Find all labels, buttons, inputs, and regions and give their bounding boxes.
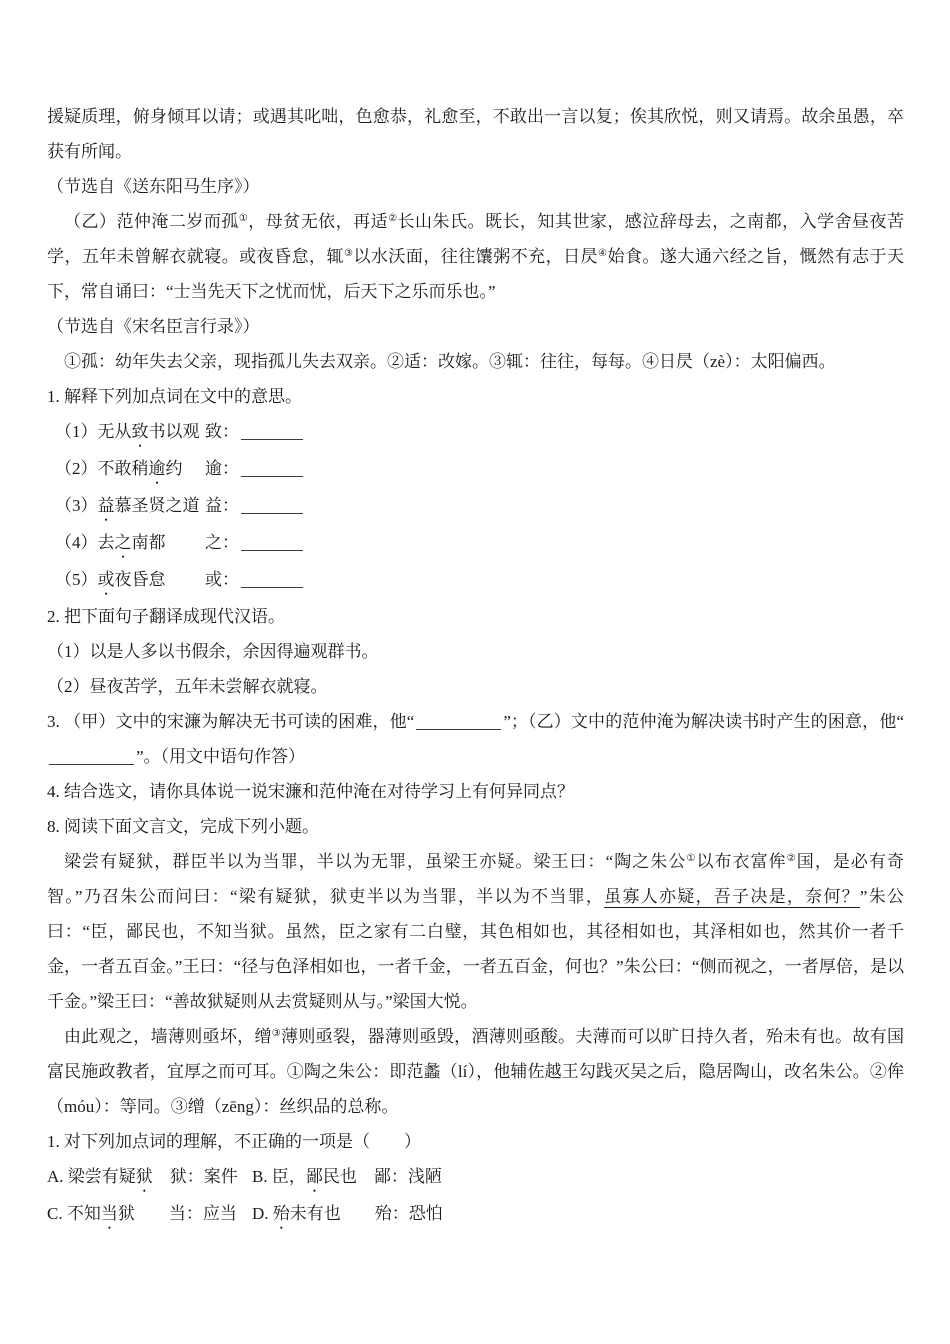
q1-item-3-phrase [55, 488, 205, 525]
text-run: （4）去 [55, 533, 115, 552]
text-run: 1. 解释下列加点词在文中的意思。 [47, 387, 302, 406]
emphasized-word: 之 [114, 533, 132, 552]
q1-item-5-phrase [55, 562, 205, 599]
footnote-marker: ① [686, 853, 697, 864]
emphasized-word: 或 [97, 570, 115, 589]
text-run: 薄则亟裂，器薄则亟毁，酒薄则亟酸。夫薄而可以旷日持久者，殆未有也。故有国富民施政教者，宜厚之而可耳。①陶之朱公：即范蠡（lí），他辅佐越王勾践灭吴之后，隐居陶山，改名朱公。②侔（móu）：等同。③缯（zēng）：丝织品的总称。 [47, 1027, 905, 1116]
text-run: D. [252, 1204, 273, 1223]
text-run: 南都 [131, 533, 166, 552]
text-run: ”。（用文中语句作答） [136, 747, 306, 766]
q1-item-5 [47, 562, 904, 599]
text-run: 狱：案件 [152, 1167, 238, 1186]
text-run: （5） [55, 570, 98, 589]
text-run: （2）昼夜苦学，五年未尝解衣就寝。 [47, 677, 328, 696]
q1-item-2 [47, 451, 904, 488]
text-run: 4. 结合选文，请你具体说一说宋濂和范仲淹在对待学习上有何异同点？ [47, 782, 574, 801]
text-run: 3. （甲）文中的宋濂为解决无书可读的困难，他“ [47, 712, 415, 731]
text-run: （乙）范仲淹二岁而孤 [64, 212, 239, 231]
text-run: 以布衣富侔 [696, 852, 787, 871]
text-run: 益： [205, 496, 239, 515]
emphasized-word: 狱 [135, 1167, 153, 1186]
footnote-marker: ② [388, 213, 398, 224]
text-run: 1. 对下列加点词的理解，不正确的一项是（ ） [47, 1132, 421, 1151]
answer-blank [241, 498, 303, 514]
q1-item-1 [47, 414, 904, 451]
answer-blank [416, 714, 501, 730]
q1-item-1-gloss [205, 414, 305, 449]
q2-item-2 [47, 669, 904, 704]
q1-item-2-gloss [205, 451, 305, 486]
emphasized-word: 当 [100, 1204, 118, 1223]
text-run: 未有也 殆：恐怕 [289, 1204, 443, 1223]
text-run: 国，是必有奇智。”乃召朱公而问曰：“梁有疑狱，狱吏半以为当罪，半以为不当罪， [47, 852, 905, 906]
answer-blank [49, 749, 134, 765]
text-run: 援疑质理，俯身倾耳以请；或遇其叱咄，色愈恭，礼愈至，不敢出一言以复；俟其欣悦，则又请焉。故余虽愚，卒获有所闻。 [47, 107, 904, 161]
text-run: 狱 当：应当 [117, 1204, 237, 1223]
text-run: （3） [55, 496, 98, 515]
emphasized-word: 逾 [148, 459, 166, 478]
text-run: （节选自《送东阳马生序》） [47, 177, 260, 196]
text-run: A. 梁尝有疑 [47, 1167, 136, 1186]
q8-sub1-stem [47, 1124, 904, 1159]
option-b [252, 1159, 442, 1196]
answer-blank [241, 461, 303, 477]
text-run: 之： [205, 533, 239, 552]
text-run: （1）以是人多以书假余，余因得遍观群书。 [47, 642, 379, 661]
footnote-marker: ① [238, 213, 249, 224]
option-a [47, 1159, 252, 1196]
text-run: 慕圣贤之道 [114, 496, 200, 515]
q8-sub1-options-row-2 [47, 1196, 904, 1233]
text-run: ”；（乙）文中的范仲淹为解决读书时产生的困意，他“ [503, 712, 904, 731]
text-run: 2. 把下面句子翻译成现代汉语。 [47, 607, 285, 626]
passage-yi [47, 204, 904, 309]
text-run: 8. 阅读下面文言文，完成下列小题。 [47, 817, 319, 836]
text-run: C. 不知 [47, 1204, 101, 1223]
q1-item-1-phrase [55, 414, 205, 451]
option-d [252, 1196, 443, 1233]
text-run: 约 [165, 459, 183, 478]
q4-stem [47, 774, 904, 809]
passage-liang-comment-and-notes [47, 1019, 904, 1124]
text-run: 或： [205, 570, 239, 589]
option-c [47, 1196, 252, 1233]
q2-item-1 [47, 634, 904, 669]
source-jia [47, 169, 904, 204]
text-run: 始食。遂大通六经之旨，慨然有志于天下，常自诵曰：“士当先天下之忧而忧，后天下之乐而乐也。” [47, 247, 905, 301]
q1-item-4 [47, 525, 904, 562]
q1-item-3 [47, 488, 904, 525]
text-run: 长山朱氏。既长，知其世家，感泣辞母去，之南都，入学舍昼夜苦学，五年未曾解衣就寝。或夜昏怠，辄 [47, 212, 905, 266]
emphasized-word: 致 [131, 422, 149, 441]
source-yi [47, 309, 904, 344]
emphasized-word: 益 [97, 496, 115, 515]
passage-liang [47, 844, 904, 1019]
footnote-marker: ② [786, 853, 797, 864]
q1-stem [47, 379, 904, 414]
answer-blank [241, 535, 303, 551]
text-run: （1）无从 [55, 422, 132, 441]
q1-item-3-gloss [205, 488, 305, 523]
notes-yi [47, 344, 904, 379]
text-run: 梁尝有疑狱，群臣半以为当罪，半以为无罪，虽梁王亦疑。梁王曰：“陶之朱公 [64, 852, 687, 871]
text-run: （2）不敢稍 [55, 459, 149, 478]
text-run: ”朱公曰：“臣，鄙民也，不知当狱。虽然，臣之家有二白璧，其色相如也，其径相如也，其泽相如也，然其价一者千金，一者五百金。”王曰：“径与色泽相如也，一者千金，一者五百金，何也？”朱公曰：“侧而视之，一者厚倍，是以千金。”梁王曰：“善故狱疑则从去赏疑则从与。”梁国大悦。 [47, 887, 905, 1011]
text-run: 夜昏怠 [114, 570, 166, 589]
text-run: （节选自《宋名臣言行录》） [47, 317, 260, 336]
q1-item-4-gloss [205, 525, 305, 560]
text-run: 由此观之，墙薄则亟坏，缯 [64, 1027, 272, 1046]
q1-item-2-phrase [55, 451, 205, 488]
underlined-phrase: 虽寡人亦疑，吾子决是，奈何？ [604, 887, 860, 906]
answer-blank [241, 424, 303, 440]
emphasized-word: 殆 [272, 1204, 290, 1223]
text-run: 以水沃面，往往馕粥不充，日昃 [353, 247, 599, 266]
q2-stem [47, 599, 904, 634]
footnote-marker: ③ [344, 248, 354, 259]
text-run: ①孤：幼年失去父亲，现指孤儿失去双亲。②适：改嫁。③辄：往往，每每。④日昃（zè）：太阳偏西。 [64, 352, 836, 371]
text-run: 民也 鄙：浅陋 [322, 1167, 442, 1186]
text-run: B. 臣， [252, 1167, 306, 1186]
text-run: ，母贫无依，再适 [248, 212, 389, 231]
q8-sub1-options-row-1 [47, 1159, 904, 1196]
passage-jia-continuation [47, 99, 904, 169]
footnote-marker: ④ [598, 248, 608, 259]
q1-item-4-phrase [55, 525, 205, 562]
q1-item-5-gloss [205, 562, 305, 597]
text-run: 致： [205, 422, 239, 441]
text-run: 书以观 [148, 422, 200, 441]
text-run: 逾： [205, 459, 239, 478]
footnote-marker: ③ [271, 1028, 282, 1039]
emphasized-word: 鄙 [305, 1167, 323, 1186]
q8-stem [47, 809, 904, 844]
q3-stem [47, 704, 904, 774]
answer-blank [241, 572, 303, 588]
